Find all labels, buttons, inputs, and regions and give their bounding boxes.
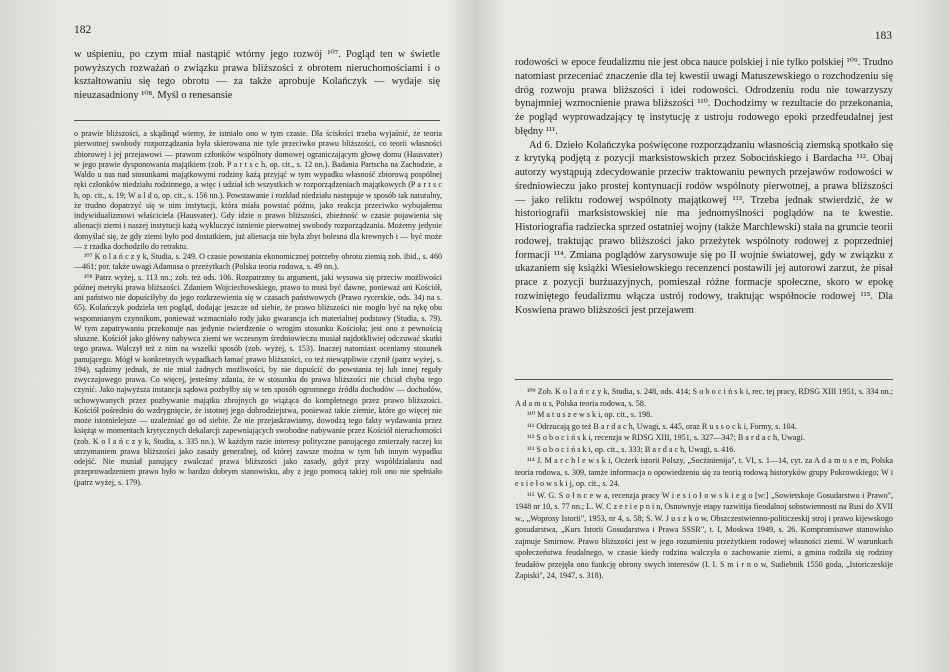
footnote-107: ¹⁰⁷ K o l a ń c z y k, Studia, s. 249. O czasie powstania ekonomicznej potrzeby obrotu ziemią zob. ibid., s. 460—461; por. także uwagi Adamusa o przeżytkach (Polska teoria rodowa, s. 49 nn.).: [74, 252, 442, 272]
page-number-right: 183: [874, 30, 892, 42]
right-page: [475, 0, 950, 672]
body-paragraph: rodowości w epoce feudalizmu nie jest obca nauce polskiej i nie tylko polskiej ¹⁰⁹. Trudno natomiast przeceniać znaczenie dla tej kwestii uwagi Matuszewskiego o rozchodzeniu się dróg rozwoju prawa bliższości i idei rodowości. Odrodzeniu rodu nie towarzyszy bynajmniej wzmocnienie prawa bliższości ¹¹⁰. Dochodzimy w rezultacie do przekonania, że pogląd wyprowadzający tę instytucję z ustroju rodowego epoki przedfeudalnej jest błędny ¹¹¹.: [515, 57, 893, 137]
footnote-continuation: o prawie bliższości, a skądinąd wiemy, że istniało ono w tym czasie. Dla ścisłości trzeba wyjaśnić, że teoria pierwotnej swobody rozporządzania była skierowana nie tyle przeciwko prawu bliższości, co teorii własności zbiorowej i jej przejawowi — prawom członków wspólnoty domowej ograniczającym głowę domu (Hausvater) w jego prawie dysponowania majątkiem (zob. P a r t s c h, op. cit., s. 12 nn.). Badania Partscha na Zachodzie, a Waldo u nas nad stosunkami majątkowymi rodziny każą przyjąć w tym wypadku własność zbiorową pospólnej ręki członków niedziału rodzinnego, a więc i udział ich wszystkich w rozporządzeniach majątkowych (P a r t s c h, op. cit., s. 19; W a l d o, op. cit., s. 156 nn.). Powstawanie i rozkład niedziału następuje w sposób tak naturalny, że trudno dopatrzyć się w nim instytucji, która miała powstać późno, jako reakcja przeciwko wybujałemu indywidualizmowi właściciela (Hausvater). Gdy idzie o prawo bliższości, zbieżność w czasie pojawienia się alienacji ziemi i naszej instytucji każą wykluczyć istnienie pierwotnej swobody rozporządzania. Możemy jedynie domyślać się, że gdy ziemi było pod dostatkiem, już alienacja nie była zbyt bolesna dla krewnych i — być może — z rzadka dochodziło do retraktu.: [74, 129, 442, 251]
footnote-109: ¹⁰⁹ Zob. K o l a ń c z y k, Studia, s. 248, ods. 414; S o b o c i ń s k i, rec. tej pracy, RDSG XIII 1951, s. 334 nn.; A d a m u s, Polska teoria rodowa, s. 58.: [515, 387, 893, 408]
footnote-112: ¹¹² S o b o c i ń s k i, recenzja w RDSG XIII, 1951, s. 327—347; B a r d a c h, Uwagi.: [527, 433, 805, 442]
footnote-rule-right: [515, 379, 893, 380]
footnote-110: ¹¹⁰ M a t u s z e w s k i, op. cit., s. 198.: [527, 410, 653, 419]
footnote-113: ¹¹³ S o b o c i ń s k i, op. cit., s. 333; B a r d a c h, Uwagi, s. 416.: [527, 444, 736, 454]
footnote-115: ¹¹⁵ W. G. S o ł n c e w a, recenzja pracy W i e s i o ł o w s k i e g o [w:] „Sowietskoje Gosudarstwo i Prawo", 1948 nr 10, s. 77 nn.; L. W. C z e r i e p n i n, Osnownyje etapy razwitija fieodalnoj sobstwiennosti na Rusi do XVII w., „Woprosy Istorii", 1953, nr 4, s. 58; S. W. J u s z k o w, Obszczestwienno-politiczeskij stroj i prawo kijewskogo gosudarstwa, „Kurs Istorii Gosudarstwa i Prawa SSSR", t. I, Moskwa 1949, s. 26. Kompromisowe stanowisko zajmuje Smirnow. Prawo bliższości jest w jego rozumieniu przeżytkiem rodowej własności ziemi. W warunkach społeczeństwa feudalnego, w czasie kiedy rodzina walczyła o zachowanie ziemi, a gmina rodziła się rodziny feudałów przejęła ono funkcję obrony swych interesów (I. I. S m i r n o w, Sudiebnik 1550 goda, „Istoriczeskije Zapiski", 24, 1947, s. 318).: [515, 490, 893, 580]
footnote-114: ¹¹⁴ J. M a r c h l e w s k i, Ocżerk istorii Polszy, „Socżinienija", t. VI, s. 1—14, cyt. za A d a m u s e m, Polska teoria rodowa, s. 309, tamże informacja o opowiedzeniu się za teorią rodową historyków grupy Pokrowskiego; W i e s i e ł o w s k i j, op. cit., s. 24.: [515, 456, 893, 488]
footnote-108: ¹⁰⁸ Patrz wyżej, s. 113 nn.; zob. też ods. 106. Rozpatrzmy tu argument, jaki wysuwa się przeciw możliwości późnej metryki prawa bliższości. Zdaniem Wojciechowskiego, prawo to musi być dawne, ponieważ ani Kościół, ani państwo nie dopuściłyby do jego rozkrzewienia się w czasach państwowych (Prawo rycerskie, ods. 34) na s. 65). Kolańczyk podziela ten pogląd, dodając jeszcze od siebie, że prawo bliższości nie mogło być na rękę obu wspomnianym czynnikom, ponieważ wzmacniało rody jako gwarancja ich materialnej podstawy (Studia, s. 79). W tym zapatrywaniu przekonuje nas jedynie twierdzenie o wrogim stosunku Kościoła; jest ono z pewnością słuszne. Kościół jako główny nabywca ziemi we wczesnym średniowieczu musiał najdotkliwiej odczuwać skutki tego prawa. Walczył też z nim na wszelki sposób (zob. wyżej, s. 153). Inaczej natomiast oceniamy stosunek panującego. Mógł w konkretnych wypadkach łamać prawo bliższości, co też niewątpliwie czynił (patrz wyżej, s. 194), sądzimy jednak, że nie miał żadnych możliwości, by nie dopuścić do powstania tej lub innej reguły zwyczajowego prawa. Co więcej, jesteśmy zdania, że w stosunku do prawa bliższości nie chciał chyba tego czynić. Jako najwyższa instancja sądowa pozbyłby się w ten sposób ogromnego źródła dochodów — dochodów, uchowywanych przez pozbywanie majątku zbrojnych go wiążąca do kompletnego przez prawo bliższości. Kościół pośrednio do wzdrygnięcie, że istotnej jego dobrodziejstwa, ponieważ takie ziemie, które go więcej nie może istotnielejsze — uzależniać go od siebie. Że nie przejaskrawiamy, dowodzą tego fakty wydawania przez księżąt w momentach krytycznych dekalarcji zapewniających swobodne nabywanie przez Kościół nieruchomości (zob. K o l a ń c z y k, Studia, s. 335 nn.). W każdym razie interesy polityczne panującego zmierzały raczej ku utrzymaniem prawa bliższości jako zasady generalnej, od której zawsze można w tym lub innym wypadku odejść. Nie musiał panujący zwalczać prawa bliższości jako zasady, gdyż przy współdziałaniu nad przeprowadzeniem prawo było w bardzo dobrym stanowisku, aby z jego pomocą takiej roli ono nie spełniało (patrz wyżej, s. 179).: [74, 272, 442, 487]
page-number-left: 182: [74, 24, 92, 36]
footnote-rule-left: [74, 120, 440, 121]
left-footnotes: [74, 129, 442, 488]
left-body-text: w uśpieniu, po czym miał nastąpić wtórny jego rozwój ¹⁰⁷. Pogląd ten w świetle powyższych rozważań o związku prawa bliższości z obrotem nieruchomościami i o kształtowaniu się tego obrotu — za także aprobuje Kolańczyk — wydaje się nieuzasadniony ¹⁰⁸. Myśl o renesansie: [74, 49, 440, 101]
right-body-text: [515, 56, 893, 317]
body-paragraph: Ad 6. Dzieło Kolańczyka poświęcone rozporządzaniu własnością ziemską spotkało się z krytyką podjętą z pozycji marksistowskich przez Sobocińskiego i Bardacha ¹¹². Obaj autorzy wystąpują zdecydowanie przeciw traktowaniu pewnych przejawów rodowości w średniowieczu jako prostej kontynuacji rodów wspólnoty pierwotnej, a prawa bliższości — jako reliktu rodowej wspólnoty majątkowej ¹¹³. Trzeba jednak stwierdzić, że w historiografii marksistowskiej nie ma jednomyślności poglądów na te kwestie. Historiografia radziecka sprzed ostatniej wojny (także Marchlewski) stała na gruncie teorii rodowej, traktując prawo bliższości jako przeżytek wspólnoty rodowej z poprzedniej formacji ¹¹⁴. Zmiana poglądów zarysowuje się po II wojnie światowej, gdy w związku z ukazaniem się książki Wiesiełowskiego recenzenci postawili jej autorowi zarzut, że pisał prace z pozycji burżuazyjnych, pomieszał różne formacje społeczne, skoro w epokę rozwiniętego feudalizmu włącza ustrój rodowy, traktując współnocie rodowej ¹¹⁵. Dla Koswiena prawo bliższości jest przejawem: [515, 139, 893, 316]
right-footnotes: [515, 386, 893, 582]
footnote-111: ¹¹¹ Odrzucają go też B a r d a c h, Uwagi, s. 445, oraz R u s s o c k i, Formy, s. 104.: [527, 421, 797, 431]
